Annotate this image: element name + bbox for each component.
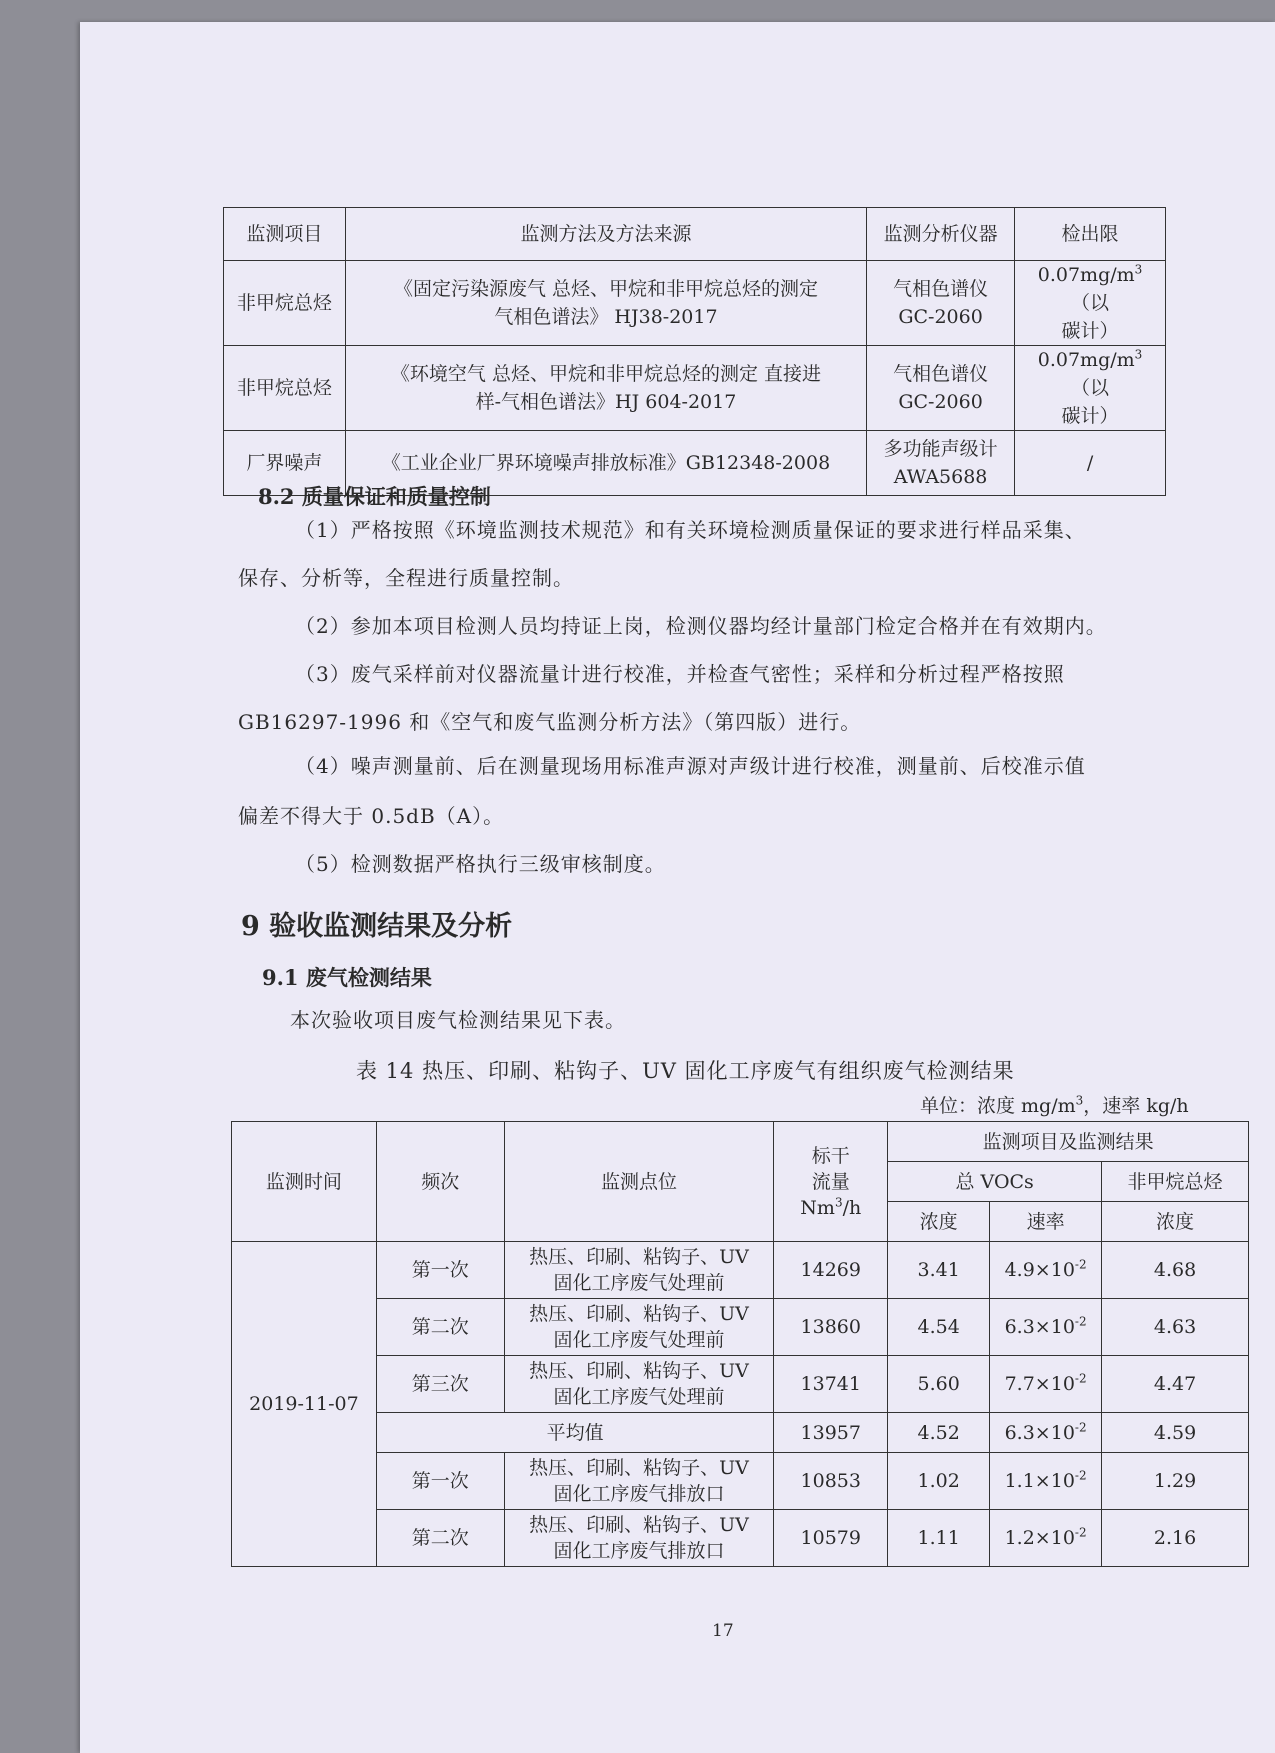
rate-cell bbox=[990, 1242, 1102, 1299]
header-line: /h bbox=[842, 1196, 862, 1219]
unit-text: ，速率 kg/h bbox=[1083, 1095, 1189, 1117]
instrument-line: GC-2060 bbox=[898, 306, 983, 328]
header-line: 流量 bbox=[811, 1170, 850, 1193]
conc-cell: 3.41 bbox=[888, 1242, 990, 1299]
header-line: Nm bbox=[800, 1196, 835, 1219]
page-number: 17 bbox=[712, 1621, 734, 1641]
point-cell bbox=[504, 1453, 774, 1510]
item-cell: 非甲烷总烃 bbox=[224, 261, 346, 346]
freq-cell: 第一次 bbox=[376, 1453, 504, 1510]
rate-exp: -2 bbox=[1074, 1257, 1087, 1272]
point-cell bbox=[504, 1299, 774, 1356]
table-row bbox=[232, 1356, 1249, 1413]
header-cell: 频次 bbox=[376, 1122, 504, 1242]
point-cell bbox=[504, 1510, 774, 1567]
paragraph: （4）噪声测量前、后在测量现场用标准声源对声级计进行校准，测量前、后校准示值 bbox=[295, 754, 1086, 778]
limit-sup: 3 bbox=[1134, 262, 1143, 277]
limit-cell: / bbox=[1015, 431, 1166, 496]
header-cell: 检出限 bbox=[1015, 208, 1166, 261]
conc-cell: 5.60 bbox=[888, 1356, 990, 1413]
method-cell bbox=[345, 346, 866, 431]
freq-cell: 第三次 bbox=[376, 1356, 504, 1413]
flow-cell: 13957 bbox=[774, 1413, 888, 1453]
point-line: 固化工序废气处理前 bbox=[553, 1386, 725, 1408]
point-line: 热压、印刷、粘钩子、UV bbox=[529, 1303, 749, 1325]
table-unit-note bbox=[920, 1091, 1189, 1118]
rate-base: 4.9×10 bbox=[1004, 1259, 1075, 1281]
point-line: 固化工序废气排放口 bbox=[553, 1483, 725, 1505]
instrument-cell bbox=[867, 431, 1015, 496]
rate-base: 1.2×10 bbox=[1004, 1527, 1075, 1549]
paragraph: 偏差不得大于 0.5dB（A）。 bbox=[238, 804, 505, 828]
rate-base: 7.7×10 bbox=[1004, 1373, 1075, 1395]
header-cell: 浓度 bbox=[1102, 1202, 1249, 1242]
section-heading: 8.2 质量保证和质量控制 bbox=[258, 484, 491, 509]
point-cell bbox=[504, 1356, 774, 1413]
paragraph: （2）参加本项目检测人员均持证上岗，检测仪器均经计量部门检定合格并在有效期内。 bbox=[295, 614, 1107, 638]
freq-cell: 第一次 bbox=[376, 1242, 504, 1299]
nmhc-cell: 4.63 bbox=[1102, 1299, 1249, 1356]
limit-value: 0.07mg/m bbox=[1037, 349, 1135, 371]
item-cell: 非甲烷总烃 bbox=[224, 346, 346, 431]
exhaust-gas-results-table bbox=[231, 1121, 1249, 1567]
header-cell bbox=[774, 1122, 888, 1242]
point-line: 热压、印刷、粘钩子、UV bbox=[529, 1246, 749, 1268]
conc-cell: 4.52 bbox=[888, 1413, 990, 1453]
flow-cell: 10579 bbox=[774, 1510, 888, 1567]
chapter-heading: 9 验收监测结果及分析 bbox=[241, 911, 513, 942]
rate-cell bbox=[990, 1356, 1102, 1413]
instrument-line: GC-2060 bbox=[898, 391, 983, 413]
rate-cell bbox=[990, 1453, 1102, 1510]
nmhc-cell: 1.29 bbox=[1102, 1453, 1249, 1510]
limit-note: （以 bbox=[1071, 377, 1110, 399]
table-row bbox=[224, 261, 1166, 346]
method-cell: 《工业企业厂界环境噪声排放标准》GB12348-2008 bbox=[345, 431, 866, 496]
limit-note: 碳计） bbox=[1061, 405, 1119, 427]
freq-cell: 第二次 bbox=[376, 1510, 504, 1567]
limit-sup: 3 bbox=[1134, 347, 1143, 362]
limit-cell bbox=[1015, 346, 1166, 431]
method-cell bbox=[345, 261, 866, 346]
conc-cell: 1.11 bbox=[888, 1510, 990, 1567]
limit-value: 0.07mg/m bbox=[1037, 264, 1135, 286]
point-line: 固化工序废气处理前 bbox=[553, 1272, 725, 1294]
header-cell: 监测方法及方法来源 bbox=[345, 208, 866, 261]
nmhc-cell: 4.47 bbox=[1102, 1356, 1249, 1413]
conc-cell: 1.02 bbox=[888, 1453, 990, 1510]
header-cell: 监测时间 bbox=[232, 1122, 377, 1242]
rate-exp: -2 bbox=[1074, 1420, 1087, 1435]
freq-cell: 第二次 bbox=[376, 1299, 504, 1356]
unit-sup: 3 bbox=[1075, 1093, 1084, 1108]
flow-cell: 13860 bbox=[774, 1299, 888, 1356]
paragraph: 本次验收项目废气检测结果见下表。 bbox=[290, 1008, 626, 1032]
header-sup: 3 bbox=[834, 1195, 843, 1210]
paragraph: （3）废气采样前对仪器流量计进行校准，并检查气密性；采样和分析过程严格按照 bbox=[295, 662, 1065, 686]
instrument-cell bbox=[867, 346, 1015, 431]
nmhc-cell: 4.59 bbox=[1102, 1413, 1249, 1453]
header-cell: 总 VOCs bbox=[888, 1162, 1102, 1202]
limit-note: （以 bbox=[1071, 292, 1110, 314]
flow-cell: 14269 bbox=[774, 1242, 888, 1299]
point-line: 热压、印刷、粘钩子、UV bbox=[529, 1360, 749, 1382]
header-cell: 监测点位 bbox=[504, 1122, 774, 1242]
header-cell: 监测项目 bbox=[224, 208, 346, 261]
monitoring-method-table bbox=[223, 207, 1166, 496]
point-cell bbox=[504, 1242, 774, 1299]
method-line: 气相色谱法》 HJ38-2017 bbox=[494, 306, 718, 328]
header-cell: 监测项目及监测结果 bbox=[888, 1122, 1249, 1162]
rate-cell bbox=[990, 1413, 1102, 1453]
paragraph: （1）严格按照《环境监测技术规范》和有关环境检测质量保证的要求进行样品采集、 bbox=[295, 518, 1086, 542]
paragraph: （5）检测数据严格执行三级审核制度。 bbox=[295, 852, 666, 876]
instrument-line: 气相色谱仪 bbox=[893, 363, 989, 385]
instrument-cell bbox=[867, 261, 1015, 346]
limit-cell bbox=[1015, 261, 1166, 346]
flow-cell: 13741 bbox=[774, 1356, 888, 1413]
item-cell: 厂界噪声 bbox=[224, 431, 346, 496]
method-line: 《固定污染源废气 总烃、甲烷和非甲烷总烃的测定 bbox=[393, 278, 818, 300]
instrument-line: AWA5688 bbox=[893, 466, 988, 488]
date-cell: 2019-11-07 bbox=[232, 1242, 377, 1567]
point-line: 固化工序废气处理前 bbox=[553, 1329, 725, 1351]
limit-note: 碳计） bbox=[1061, 320, 1119, 342]
method-line: 样-气相色谱法》HJ 604-2017 bbox=[475, 391, 737, 413]
rate-base: 1.1×10 bbox=[1004, 1470, 1075, 1492]
paragraph: 保存、分析等，全程进行质量控制。 bbox=[238, 566, 574, 590]
rate-cell bbox=[990, 1510, 1102, 1567]
unit-text: 单位：浓度 mg/m bbox=[920, 1095, 1076, 1117]
nmhc-cell: 2.16 bbox=[1102, 1510, 1249, 1567]
rate-exp: -2 bbox=[1074, 1525, 1087, 1540]
header-cell: 速率 bbox=[990, 1202, 1102, 1242]
table-row bbox=[224, 346, 1166, 431]
table-row bbox=[232, 1242, 1249, 1299]
paragraph: GB16297-1996 和《空气和废气监测分析方法》（第四版）进行。 bbox=[238, 710, 862, 734]
section-heading: 9.1 废气检测结果 bbox=[262, 965, 432, 990]
table-caption: 表 14 热压、印刷、粘钩子、UV 固化工序废气有组织废气检测结果 bbox=[356, 1059, 1015, 1083]
rate-base: 6.3×10 bbox=[1004, 1316, 1075, 1338]
nmhc-cell: 4.68 bbox=[1102, 1242, 1249, 1299]
header-cell: 监测分析仪器 bbox=[867, 208, 1015, 261]
instrument-line: 多功能声级计 bbox=[883, 438, 998, 460]
rate-exp: -2 bbox=[1074, 1314, 1087, 1329]
table-header-row bbox=[224, 208, 1166, 261]
table-header-row bbox=[232, 1122, 1249, 1162]
instrument-line: 气相色谱仪 bbox=[893, 278, 989, 300]
header-cell: 浓度 bbox=[888, 1202, 990, 1242]
table-row bbox=[232, 1453, 1249, 1510]
table-row bbox=[232, 1299, 1249, 1356]
point-line: 固化工序废气排放口 bbox=[553, 1540, 725, 1562]
method-line: 《环境空气 总烃、甲烷和非甲烷总烃的测定 直接进 bbox=[390, 363, 822, 385]
average-row bbox=[232, 1413, 1249, 1453]
average-label-cell: 平均值 bbox=[376, 1413, 773, 1453]
rate-exp: -2 bbox=[1074, 1468, 1087, 1483]
rate-cell bbox=[990, 1299, 1102, 1356]
table-row bbox=[232, 1510, 1249, 1567]
point-line: 热压、印刷、粘钩子、UV bbox=[529, 1514, 749, 1536]
rate-base: 6.3×10 bbox=[1004, 1421, 1075, 1444]
header-cell: 非甲烷总烃 bbox=[1102, 1162, 1249, 1202]
flow-cell: 10853 bbox=[774, 1453, 888, 1510]
point-line: 热压、印刷、粘钩子、UV bbox=[529, 1457, 749, 1479]
rate-exp: -2 bbox=[1074, 1371, 1087, 1386]
header-line: 标干 bbox=[811, 1144, 850, 1167]
conc-cell: 4.54 bbox=[888, 1299, 990, 1356]
